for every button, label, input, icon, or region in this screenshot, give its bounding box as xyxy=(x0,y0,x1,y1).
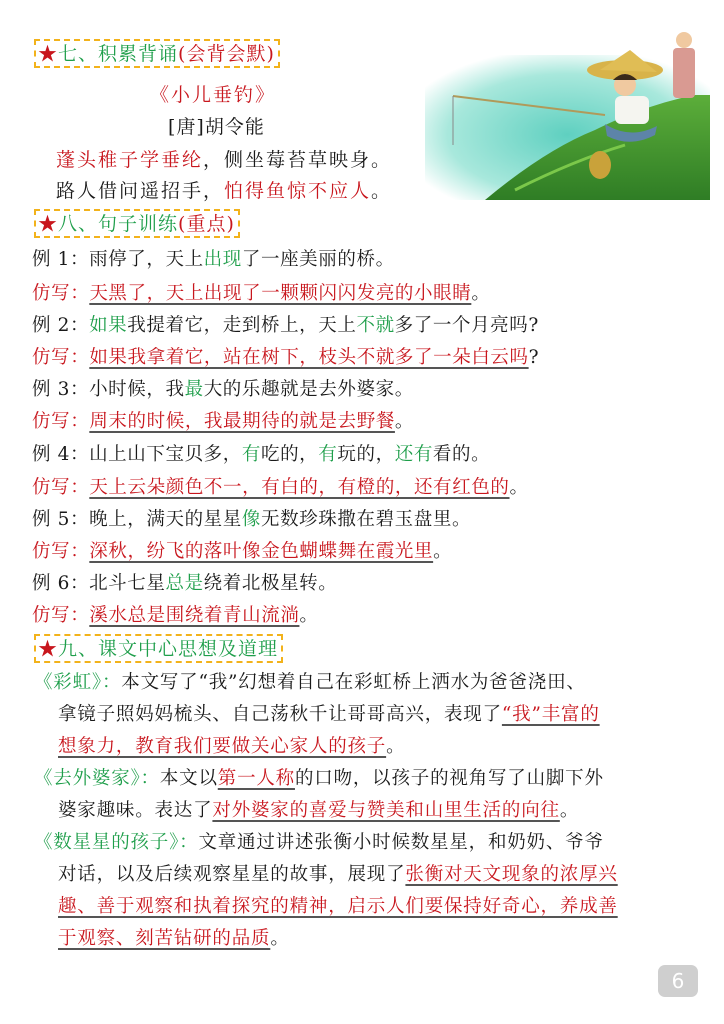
example-keyword: 不就 xyxy=(356,315,395,336)
example-keyword: 有 xyxy=(318,444,338,465)
example-6 xyxy=(32,572,337,596)
punct: 。 xyxy=(299,605,319,626)
example-label: 例 4： xyxy=(32,444,90,465)
summary-highlight: 于观察、刻苦钻研的品质 xyxy=(58,928,271,949)
punct: 。 xyxy=(386,736,406,757)
poem-line-2 xyxy=(56,176,392,203)
imitation-label: 仿写： xyxy=(32,605,90,626)
imitation-2 xyxy=(32,346,539,370)
boy-fishing-illustration xyxy=(425,20,710,200)
punct: ? xyxy=(528,347,540,368)
imitation-5 xyxy=(32,540,452,564)
summary-highlight: 张衡对天文现象的浓厚兴 xyxy=(405,864,618,885)
section-8-note: (重点) xyxy=(178,213,235,235)
imitation-label: 仿写： xyxy=(32,477,90,498)
poem-line-1-rest: ，侧坐莓苔草映身。 xyxy=(203,149,393,171)
imitation-text: 天黑了，天上出现了一颗颗闪闪发亮的小眼睛 xyxy=(89,283,472,304)
poem-line-2-end: 。 xyxy=(371,180,393,202)
example-label: 例 2： xyxy=(32,315,90,336)
example-text: 我提着它，走到桥上，天上 xyxy=(127,315,357,336)
summary-text: 本文以 xyxy=(159,768,218,789)
summary-highlight: 第一人称 xyxy=(217,768,295,789)
example-text: 无数珍珠撒在碧玉盘里。 xyxy=(260,509,472,530)
example-5 xyxy=(32,508,471,532)
punct: 。 xyxy=(394,411,415,432)
punct: 。 xyxy=(433,541,453,562)
section-9-header xyxy=(34,634,283,663)
imitation-text: 天上云朵颜色不一，有白的，有橙的，还有红色的 xyxy=(89,477,510,498)
example-keyword: 像 xyxy=(241,509,261,530)
summary-rainbow xyxy=(34,667,694,763)
imitation-1 xyxy=(32,282,490,306)
example-2 xyxy=(32,314,539,338)
example-label: 例 1： xyxy=(32,249,90,270)
book-title: 《彩虹》： xyxy=(34,672,122,693)
example-keyword: 有 xyxy=(241,444,261,465)
punct: 。 xyxy=(559,800,580,821)
section-8-header xyxy=(34,209,240,238)
example-text: 小时候，我 xyxy=(89,379,185,400)
example-1 xyxy=(32,248,395,272)
punct: 。 xyxy=(509,477,529,498)
example-text: 了一座美丽的桥。 xyxy=(241,249,395,270)
example-label: 例 5： xyxy=(32,509,90,530)
section-7-note: (会背会默) xyxy=(178,43,275,65)
imitation-text: 深秋，纷飞的落叶像金色蝴蝶舞在霞光里 xyxy=(89,541,434,562)
summary-highlight: 对外婆家的喜爱与赞美和山里生活的向往 xyxy=(212,800,560,821)
imitation-4 xyxy=(32,476,529,500)
star-icon: ★ xyxy=(38,43,59,65)
summary-highlight: “我”丰富的 xyxy=(501,704,600,725)
example-text: 雨停了，天上 xyxy=(89,249,204,270)
poem-line-2-highlight: 怕得鱼惊不应人 xyxy=(224,180,372,202)
imitation-label: 仿写： xyxy=(32,283,90,304)
summary-text: 对话，以及后续观察星星的故事，展现了 xyxy=(58,864,406,885)
imitation-text: 周末的时候，我最期待的就是去野餐 xyxy=(89,411,395,432)
summary-highlight: 想象力，教育我们要做关心家人的孩子 xyxy=(58,736,387,757)
imitation-label: 仿写： xyxy=(32,411,90,432)
example-text: 山上山下宝贝多， xyxy=(89,444,242,465)
example-3 xyxy=(32,378,414,402)
example-text: 吃的， xyxy=(260,444,319,465)
example-label: 例 3： xyxy=(32,379,90,400)
section-7-title: 七、积累背诵 xyxy=(58,43,179,65)
section-8-title: 八、句子训练 xyxy=(58,213,179,235)
summary-text: 本文写了“我”幻想着自己在彩虹桥上洒水为爸爸浇田、 xyxy=(121,672,586,693)
punct: 。 xyxy=(471,283,491,304)
example-4 xyxy=(32,443,490,467)
star-icon: ★ xyxy=(38,213,59,235)
imitation-text: 如果我拿着它，站在树下，枝头不就多了一朵白云吗 xyxy=(89,347,529,368)
book-title: 《数星星的孩子》： xyxy=(34,832,199,853)
poem-author: [唐]胡令能 xyxy=(168,116,265,138)
example-keyword: 还有 xyxy=(394,444,433,465)
example-keyword: 如果 xyxy=(89,315,128,336)
imitation-text: 溪水总是围绕着青山流淌 xyxy=(89,605,300,626)
star-icon: ★ xyxy=(38,638,59,660)
summary-text: 文章通过讲述张衡小时候数星星，和奶奶、爷爷 xyxy=(198,832,604,853)
summary-grandma-house xyxy=(34,763,694,827)
example-text: 大的乐趣就是去外婆家。 xyxy=(203,379,414,400)
example-text: 晚上，满天的星星 xyxy=(89,509,242,530)
example-keyword: 总是 xyxy=(165,573,204,594)
example-keyword: 出现 xyxy=(203,249,242,270)
example-text: 绕着北极星转。 xyxy=(203,573,338,594)
book-title: 《去外婆家》： xyxy=(34,768,160,789)
example-keyword: 最 xyxy=(184,379,204,400)
page-number-badge: 6 xyxy=(658,965,698,997)
poem-line-2-start: 路人借问遥招手， xyxy=(56,180,225,202)
poem-line-1 xyxy=(56,145,392,172)
punct: 。 xyxy=(270,928,290,949)
summary-star-counting-child xyxy=(34,827,694,955)
poem-line-1-highlight: 蓬头稚子学垂纶 xyxy=(56,149,204,171)
poem-title: 《小儿垂钓》 xyxy=(150,84,277,106)
example-label: 例 6： xyxy=(32,573,90,594)
imitation-3 xyxy=(32,410,414,434)
section-7-header xyxy=(34,39,280,68)
example-text: 玩的， xyxy=(337,444,395,465)
section-9-title: 九、课文中心思想及道理 xyxy=(58,638,279,660)
imitation-6 xyxy=(32,604,319,628)
summary-text: 的口吻，以孩子的视角写了山脚下外 xyxy=(294,768,604,789)
imitation-label: 仿写： xyxy=(32,347,90,368)
summary-text: 婆家趣味。表达了 xyxy=(58,800,213,821)
example-text: 多了一个月亮吗? xyxy=(394,315,539,336)
example-text: 看的。 xyxy=(432,444,491,465)
summary-highlight: 趣、善于观察和执着探究的精神，启示人们要保持好奇心，养成善 xyxy=(58,896,618,917)
imitation-label: 仿写： xyxy=(32,541,90,562)
example-text: 北斗七星 xyxy=(89,573,166,594)
summary-text: 拿镜子照妈妈梳头、自己荡秋千让哥哥高兴，表现了 xyxy=(58,704,502,725)
